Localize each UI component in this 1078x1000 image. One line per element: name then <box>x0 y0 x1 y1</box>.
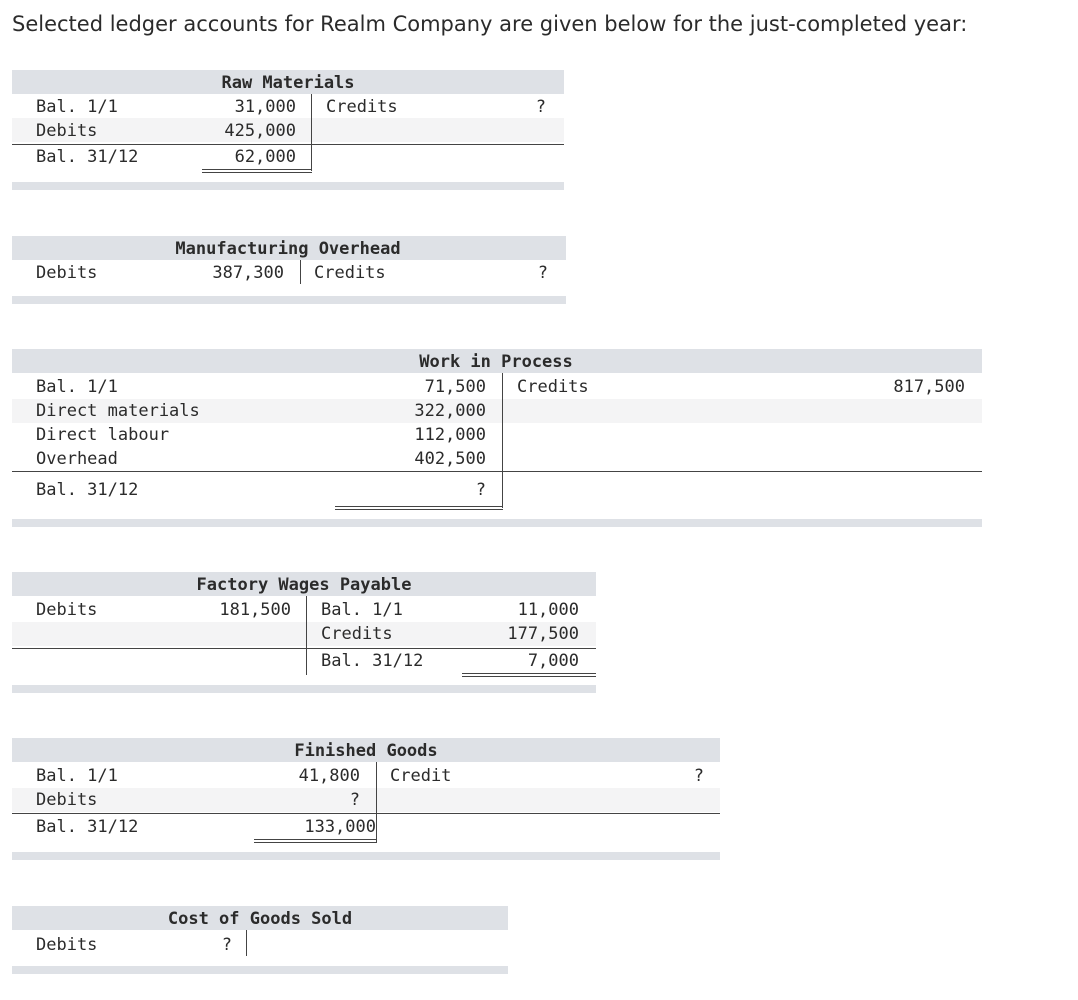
bal-close-value: ? <box>475 480 486 500</box>
bal-open-value: 11,000 <box>517 600 579 620</box>
double-underline <box>335 506 503 510</box>
bal-close-value: 133,000 <box>304 817 376 837</box>
credits-value: ? <box>537 263 548 283</box>
t-account-work-in-process <box>12 349 982 529</box>
intro-text: Selected ledger accounts for Realm Company are given below for the just-completed year: <box>12 12 968 36</box>
t-account-raw-materials <box>12 70 564 190</box>
debits-label: Debits <box>36 600 98 620</box>
credits-value: ? <box>535 97 546 117</box>
bal-close-value: 62,000 <box>234 147 296 167</box>
bal-close-value: 7,000 <box>527 651 579 671</box>
debits-value: ? <box>221 935 232 955</box>
bal-open-value: 41,800 <box>298 766 360 786</box>
t-account-factory-wages-payable <box>12 572 596 696</box>
debits-value: ? <box>349 790 360 810</box>
t-account-manufacturing-overhead <box>12 236 566 306</box>
account-title: Manufacturing Overhead <box>175 239 401 259</box>
t-account-finished-goods <box>12 738 720 862</box>
bal-close-label: Bal. 31/12 <box>36 147 139 167</box>
credits-label: Credits <box>326 97 398 117</box>
debits-label: Debits <box>36 121 98 141</box>
account-title: Finished Goods <box>294 741 438 761</box>
bal-close-label: Bal. 31/12 <box>36 480 139 500</box>
bal-open-value: 71,500 <box>424 377 486 397</box>
double-underline <box>202 169 312 173</box>
bal-close-label: Bal. 31/12 <box>321 651 424 671</box>
debits-value: 387,300 <box>212 263 284 283</box>
direct-materials-label: Direct materials <box>36 401 200 421</box>
direct-labour-value: 112,000 <box>414 425 486 445</box>
direct-materials-value: 322,000 <box>414 401 486 421</box>
direct-labour-label: Direct labour <box>36 425 170 445</box>
overhead-label: Overhead <box>36 449 118 469</box>
account-title: Cost of Goods Sold <box>167 909 353 929</box>
debits-value: 425,000 <box>224 121 296 141</box>
double-underline <box>462 673 596 677</box>
t-account-cost-of-goods-sold <box>12 906 508 976</box>
debits-label: Debits <box>36 790 98 810</box>
bal-open-label: Bal. 1/1 <box>36 766 118 786</box>
bal-close-label: Bal. 31/12 <box>36 817 139 837</box>
debits-value: 181,500 <box>219 600 291 620</box>
credits-label: Credits <box>517 377 589 397</box>
credits-label: Credits <box>314 263 386 283</box>
bal-open-label: Bal. 1/1 <box>36 97 118 117</box>
account-title: Work in Process <box>419 352 573 372</box>
account-title: Factory Wages Payable <box>196 575 412 595</box>
debits-label: Debits <box>36 935 98 955</box>
credit-value: ? <box>693 766 704 786</box>
bal-open-value: 31,000 <box>234 97 296 117</box>
bal-open-label: Bal. 1/1 <box>321 600 403 620</box>
credits-label: Credits <box>321 624 393 644</box>
credits-value: 817,500 <box>893 377 965 397</box>
credit-label: Credit <box>390 766 452 786</box>
double-underline <box>254 839 377 843</box>
overhead-value: 402,500 <box>414 449 486 469</box>
credits-value: 177,500 <box>507 624 579 644</box>
bal-open-label: Bal. 1/1 <box>36 377 118 397</box>
debits-label: Debits <box>36 263 98 283</box>
account-title: Raw Materials <box>221 73 355 93</box>
